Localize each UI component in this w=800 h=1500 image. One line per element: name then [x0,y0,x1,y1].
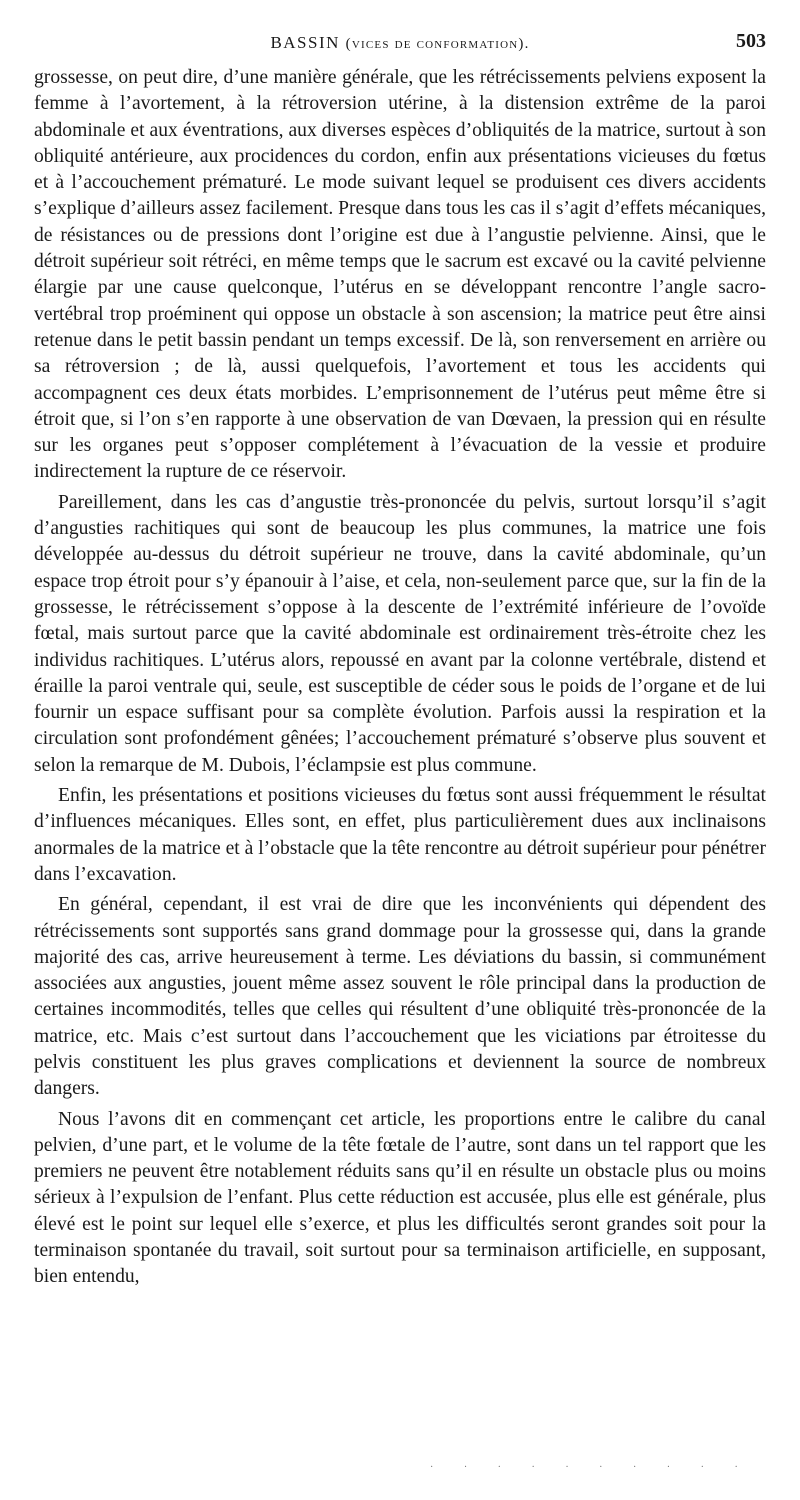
running-title-main: BASSIN [270,33,340,52]
paragraph-3: Enfin, les présentations et positions vicieuses du fœtus sont aussi fréquemment le résultat d’influences mécaniques. Elles sont, en effet, plus particulièrement dues aux inclinaisons anormales de la matrice et à l’obstacle que la tête rencontre au détroit supérieur pour pénétrer dans l’excavation. [34,785,766,885]
running-title [34,33,766,53]
page-number: 503 [736,30,766,52]
paragraph-4: En général, cependant, il est vrai de dire que les inconvénients qui dépendent des rétrécissements sont supportés sans grand dommage pour la grossesse qui, dans la grande majorité des cas, arrive heureusement à terme. Les déviations du bassin, si communément associées aux angusties, jouent même assez souvent le rôle principal dans la production de certaines incommodités, telles que celles qui résultent d’une obliquité très-prononcée de la matrice, etc. Mais c’est surtout dans l’accouchement que les viciations par étroitesse du pelvis constituent les plus graves complications et deviennent la source de nombreux dangers. [34,894,766,1100]
paragraph-5: Nous l’avons dit en commençant cet article, les proportions entre le calibre du canal pelvien, d’une part, et le volume de la tête fœtale de l’autre, sont dans un tel rapport que les premiers ne peuvent être notablement réduits sans qu’il en résulte un obstacle plus ou moins sérieux à l’expulsion de l’enfant. Plus cette réduction est accusée, plus elle est générale, plus élevé est le point sur lequel elle s’exerce, et plus les difficultés seront grandes soit pour la terminaison spontanée du travail, soit surtout pour sa terminaison artificielle, en supposant, bien entendu, [34,1108,766,1288]
paragraph-2: Pareillement, dans les cas d’angustie très-prononcée du pelvis, surtout lorsqu’il s’agit d’angusties rachitiques qui sont de beaucoup les plus communes, la matrice une fois développée au-dessus du détroit supérieur ne trouve, dans la cavité abdominale, qu’un espace trop étroit pour s’y épanouir à l’aise, et cela, non-seulement parce que, sur la fin de la grossesse, le rétrécissement s’oppose à la descente de l’extrémité inférieure de l’ovoïde fœtal, mais surtout parce que la cavité abdominale est ordinairement très-étroite chez les individus rachitiques. L’utérus alors, repoussé en avant par la colonne vertébrale, distend et éraille la paroi ventrale qui, seule, est susceptible de céder sous le poids de l’organe et de lui fournir un espace suffisant pour sa complète évolution. Parfois aussi la respiration et la circulation sont profondément gênées; l’accouchement prématuré s’observe plus souvent et selon la remarque de M. Dubois, l’éclampsie est plus commune. [34,491,766,776]
body-text [34,65,766,1295]
running-header [34,30,766,63]
print-specks: · · · · · · · · · · [430,1462,752,1473]
paragraph-1: grossesse, on peut dire, d’une manière générale, que les rétrécissements pelviens exposent la femme à l’avortement, à la rétroversion utérine, à la distension extrême de la paroi abdominale et aux éventrations, aux diverses espèces d’obliquités de la matrice, surtout à son obliquité antérieure, aux procidences du cordon, enfin aux présentations vicieuses du fœtus et à l’accouchement prématuré. Le mode suivant lequel se produisent ces divers accidents s’explique d’ailleurs assez facilement. Presque dans tous les cas il s’agit d’effets mécaniques, de résistances ou de pressions dont l’origine est due à l’angustie pelvienne. Ainsi, que le détroit supérieur soit rétréci, en même temps que le sacrum est excavé ou la cavité pelvienne élargie par une cause quelconque, l’utérus en se développant rencontre l’angle sacro-vertébral trop proéminent qui oppose un obstacle à son ascension; la matrice peut être ainsi retenue dans le petit bassin pendant un temps excessif. De là, son renversement en arrière ou sa rétroversion ; de là, aussi quelquefois, l’avortement et tous les accidents qui accompagnent ces deux états morbides. L’emprisonnement de l’utérus peut même être si étroit que, si l’on s’en rapporte à une observation de van Dœvaen, la pression qui en résulte sur les organes peut s’opposer complétement à l’évacuation de la vessie et produire indirectement la rupture de ce réservoir. [34,67,766,483]
running-title-sub: (vices de conformation). [345,36,530,52]
